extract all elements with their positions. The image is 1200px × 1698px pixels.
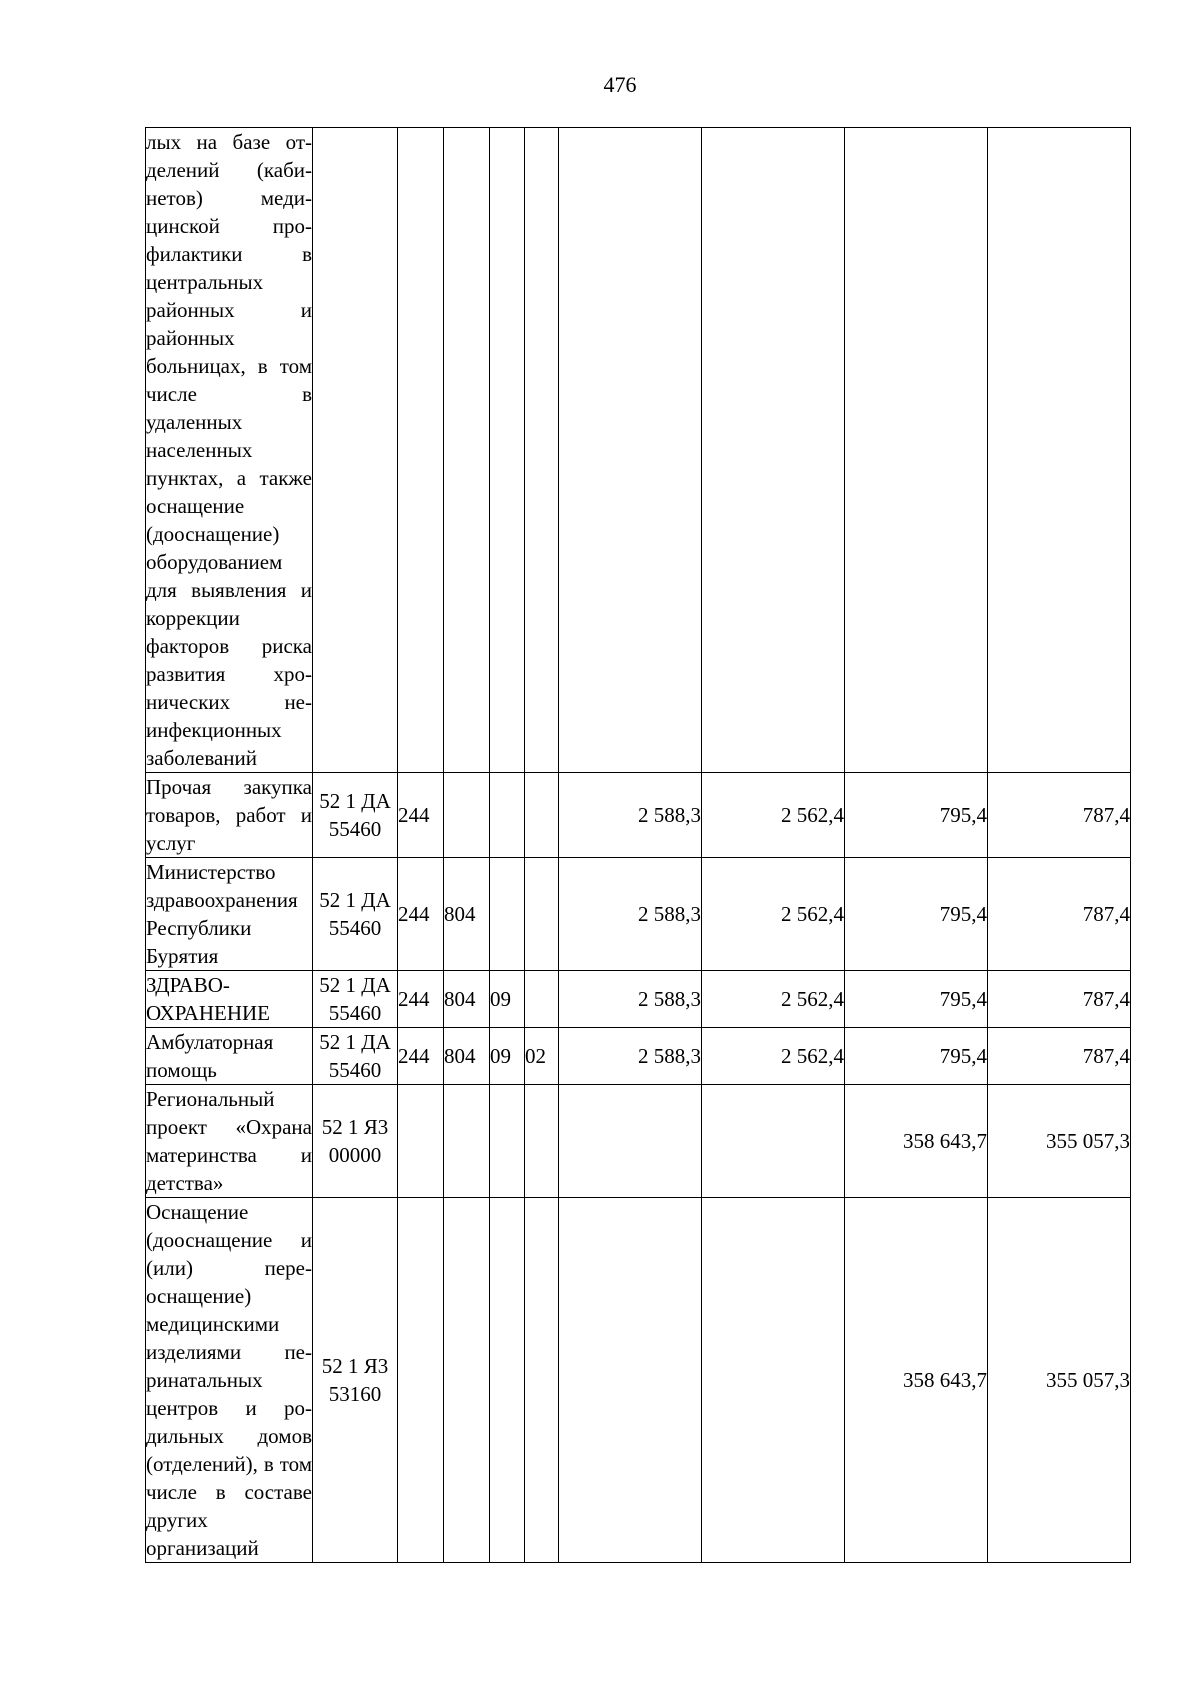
expense-type-code <box>398 1085 444 1198</box>
amount-col-3: 795,4 <box>845 1028 988 1085</box>
amount-col-1 <box>559 128 702 773</box>
csr-code: 52 1 ДА 55460 <box>313 971 398 1028</box>
section-code <box>490 1198 525 1563</box>
ministry-code: 804 <box>444 858 490 971</box>
row-name: Региональный проект «Охрана материнства и детства» <box>146 1085 313 1198</box>
amount-col-2: 2 562,4 <box>702 1028 845 1085</box>
amount-col-3: 795,4 <box>845 971 988 1028</box>
ministry-code <box>444 1198 490 1563</box>
subsection-code <box>525 128 559 773</box>
subsection-code <box>525 1198 559 1563</box>
row-name: ЗДРАВООХРАНЕНИЕ <box>146 971 313 1028</box>
amount-col-4: 355 057,3 <box>988 1085 1131 1198</box>
ministry-code <box>444 1085 490 1198</box>
amount-col-3: 795,4 <box>845 773 988 858</box>
ministry-code <box>444 773 490 858</box>
amount-col-1 <box>559 1198 702 1563</box>
section-code <box>490 858 525 971</box>
subsection-code <box>525 1085 559 1198</box>
amount-col-1: 2 588,3 <box>559 971 702 1028</box>
row-name: Амбулаторная помощь <box>146 1028 313 1085</box>
csr-code: 52 1 ДА 55460 <box>313 773 398 858</box>
amount-col-2: 2 562,4 <box>702 858 845 971</box>
ministry-code <box>444 128 490 773</box>
amount-col-4: 787,4 <box>988 1028 1131 1085</box>
table-row <box>146 1198 1131 1563</box>
expense-type-code: 244 <box>398 858 444 971</box>
amount-col-4: 787,4 <box>988 858 1131 971</box>
expense-type-code <box>398 128 444 773</box>
amount-col-4: 355 057,3 <box>988 1198 1131 1563</box>
subsection-code <box>525 858 559 971</box>
row-name: лых на базе отделений (кабинетов) медицинской профилактики в центральных районных и районных больницах, в том числе в удаленных населенных пунктах, а также оснащение (дооснащение) оборудованием для выявления и коррекции факторов риска развития хронических неинфекционных заболеваний <box>146 128 313 773</box>
amount-col-2 <box>702 1085 845 1198</box>
subsection-code <box>525 971 559 1028</box>
amount-col-1 <box>559 1085 702 1198</box>
amount-col-1: 2 588,3 <box>559 773 702 858</box>
table-row <box>146 1028 1131 1085</box>
amount-col-4: 787,4 <box>988 971 1131 1028</box>
amount-col-2: 2 562,4 <box>702 773 845 858</box>
table-row <box>146 858 1131 971</box>
expense-type-code: 244 <box>398 773 444 858</box>
subsection-code <box>525 773 559 858</box>
amount-col-4 <box>988 128 1131 773</box>
row-name: Оснащение (дооснащение и (или) переоснащение) медицинскими изделиями перинатальных центров и родильных домов (отделений), в том числе в составе других организаций <box>146 1198 313 1563</box>
ministry-code: 804 <box>444 971 490 1028</box>
amount-col-1: 2 588,3 <box>559 858 702 971</box>
table-row <box>146 128 1131 773</box>
subsection-code: 02 <box>525 1028 559 1085</box>
csr-code: 52 1 ДА 55460 <box>313 1028 398 1085</box>
table-row <box>146 773 1131 858</box>
section-code: 09 <box>490 971 525 1028</box>
section-code <box>490 128 525 773</box>
budget-table <box>145 127 1131 1563</box>
expense-type-code: 244 <box>398 971 444 1028</box>
csr-code: 52 1 Я3 53160 <box>313 1198 398 1563</box>
ministry-code: 804 <box>444 1028 490 1085</box>
amount-col-3: 358 643,7 <box>845 1198 988 1563</box>
amount-col-1: 2 588,3 <box>559 1028 702 1085</box>
section-code <box>490 773 525 858</box>
amount-col-4: 787,4 <box>988 773 1131 858</box>
table-row <box>146 971 1131 1028</box>
expense-type-code: 244 <box>398 1028 444 1085</box>
csr-code: 52 1 Я3 00000 <box>313 1085 398 1198</box>
csr-code: 52 1 ДА 55460 <box>313 858 398 971</box>
amount-col-3 <box>845 128 988 773</box>
amount-col-2 <box>702 1198 845 1563</box>
page-number: 476 <box>603 72 637 97</box>
table-row <box>146 1085 1131 1198</box>
amount-col-3: 795,4 <box>845 858 988 971</box>
expense-type-code <box>398 1198 444 1563</box>
csr-code <box>313 128 398 773</box>
section-code: 09 <box>490 1028 525 1085</box>
section-code <box>490 1085 525 1198</box>
row-name: Прочая закупка товаров, работ и услуг <box>146 773 313 858</box>
amount-col-2 <box>702 128 845 773</box>
amount-col-2: 2 562,4 <box>702 971 845 1028</box>
amount-col-3: 358 643,7 <box>845 1085 988 1198</box>
row-name: Министерство здравоохранения Республики Бурятия <box>146 858 313 971</box>
